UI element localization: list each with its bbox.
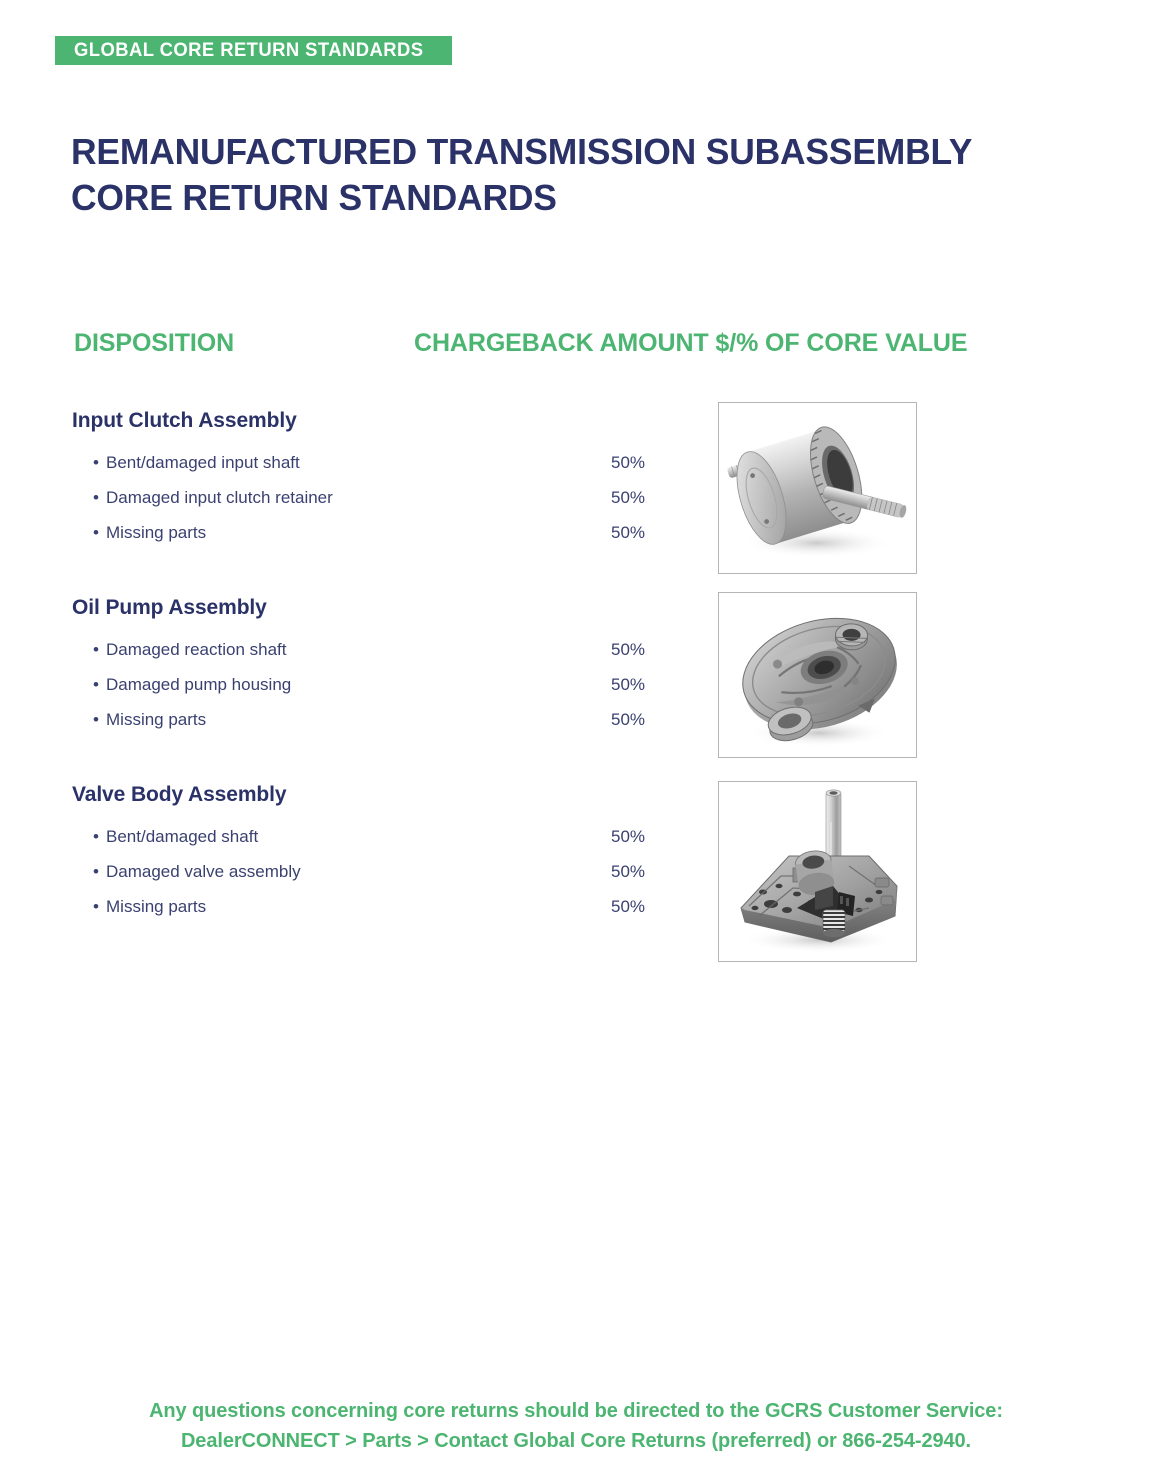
table-row <box>0 518 1152 553</box>
page-title-line-2: CORE RETURN STANDARDS <box>71 177 557 219</box>
section-title: Oil Pump Assembly <box>72 596 267 619</box>
table-row <box>0 892 1152 927</box>
disposition-label: Damaged reaction shaft <box>106 640 287 659</box>
section-rows <box>0 448 1152 553</box>
footer-line-2: DealerCONNECT > Parts > Contact Global Core Returns (preferred) or 866-254-2940. <box>180 1430 972 1452</box>
bullet-icon: • <box>93 453 99 472</box>
chargeback-amount: 50% <box>611 675 646 694</box>
footer-contact-note <box>0 1396 1152 1456</box>
chargeback-amount: 50% <box>611 523 646 542</box>
page-title-line-1: REMANUFACTURED TRANSMISSION SUBASSEMBLY <box>71 131 973 173</box>
table-row <box>0 448 1152 483</box>
oil-pump-assembly-illustration <box>719 593 916 757</box>
section-rows <box>0 635 1152 740</box>
chargeback-amount: 50% <box>611 710 646 729</box>
column-header-chargeback: CHARGEBACK AMOUNT $/% OF CORE VALUE <box>414 329 968 357</box>
table-row <box>0 705 1152 740</box>
bullet-icon: • <box>93 523 99 542</box>
disposition-label: Missing parts <box>106 897 207 916</box>
chargeback-amount: 50% <box>611 453 646 472</box>
chargeback-amount: 50% <box>611 862 646 881</box>
disposition-label: Bent/damaged input shaft <box>106 453 300 472</box>
bullet-icon: • <box>93 675 99 694</box>
bullet-icon: • <box>93 640 99 659</box>
footer-line-1: Any questions concerning core returns should be directed to the GCRS Customer Service: <box>149 1400 1003 1422</box>
valve-body-assembly-photo <box>718 781 917 962</box>
chargeback-amount: 50% <box>611 897 646 916</box>
table-row <box>0 483 1152 518</box>
column-headers <box>74 327 1074 359</box>
bullet-icon: • <box>93 488 99 507</box>
valve-body-assembly-illustration <box>719 782 916 961</box>
table-row <box>0 670 1152 705</box>
column-header-disposition: DISPOSITION <box>74 329 235 357</box>
input-clutch-assembly-photo <box>718 402 917 574</box>
page-title <box>71 129 1071 221</box>
table-row <box>0 857 1152 892</box>
eyebrow-label: GLOBAL CORE RETURN STANDARDS <box>74 40 424 61</box>
disposition-label: Missing parts <box>106 523 207 542</box>
disposition-label: Damaged pump housing <box>106 675 292 694</box>
section-title: Valve Body Assembly <box>72 783 287 806</box>
table-row <box>0 635 1152 670</box>
disposition-label: Damaged valve assembly <box>106 862 301 881</box>
chargeback-amount: 50% <box>611 488 646 507</box>
disposition-label: Missing parts <box>106 710 207 729</box>
bullet-icon: • <box>93 827 99 846</box>
disposition-label: Bent/damaged shaft <box>106 827 259 846</box>
disposition-label: Damaged input clutch retainer <box>106 488 333 507</box>
bullet-icon: • <box>93 862 99 881</box>
chargeback-amount: 50% <box>611 640 646 659</box>
section-title: Input Clutch Assembly <box>72 409 297 432</box>
oil-pump-assembly-photo <box>718 592 917 758</box>
section-rows <box>0 822 1152 927</box>
eyebrow-badge <box>55 36 452 65</box>
input-clutch-assembly-illustration <box>719 403 916 573</box>
table-row <box>0 822 1152 857</box>
chargeback-amount: 50% <box>611 827 646 846</box>
bullet-icon: • <box>93 897 99 916</box>
bullet-icon: • <box>93 710 99 729</box>
